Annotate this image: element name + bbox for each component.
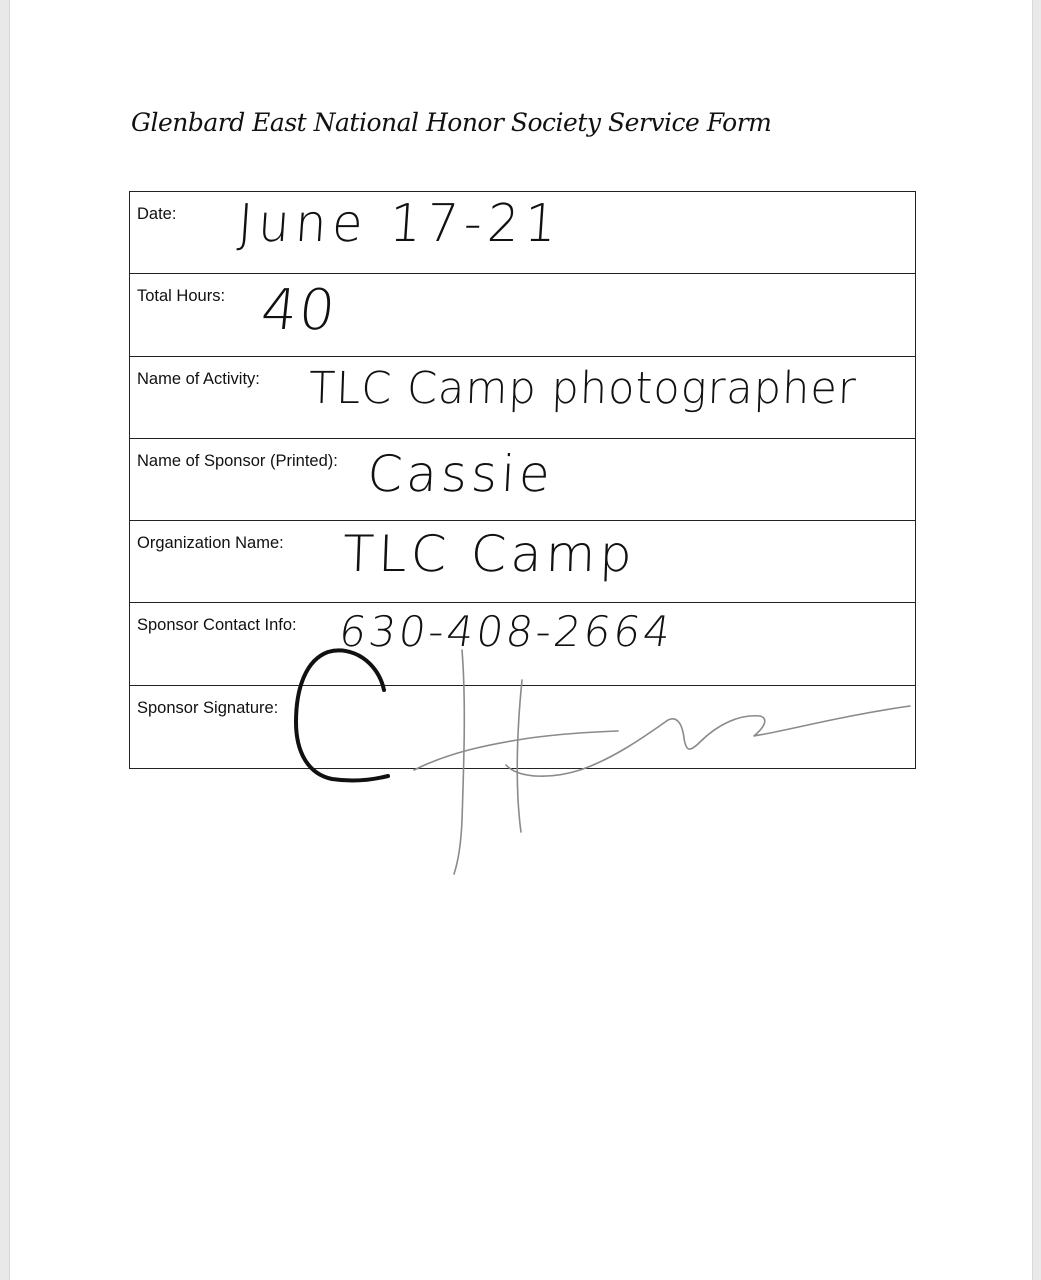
contact-value: 630-408-2664 xyxy=(336,607,677,657)
sponsor-name-label: Name of Sponsor (Printed): xyxy=(137,451,338,470)
date-row xyxy=(130,192,915,274)
form-table xyxy=(129,191,916,769)
total-hours-row xyxy=(130,274,915,356)
form-page xyxy=(9,0,1033,1280)
form-title: Glenbard East National Honor Society Service Form xyxy=(131,108,772,137)
activity-value: TLC Camp photographer xyxy=(308,362,858,414)
date-label: Date: xyxy=(137,205,177,223)
signature-label: Sponsor Signature: xyxy=(137,698,279,717)
organization-row xyxy=(130,521,915,603)
contact-label: Sponsor Contact Info: xyxy=(137,616,297,635)
signature-row xyxy=(130,686,915,768)
organization-value: TLC Camp xyxy=(342,525,638,584)
total-hours-label: Total Hours: xyxy=(137,287,226,306)
organization-label: Organization Name: xyxy=(137,534,284,553)
contact-row xyxy=(130,603,915,685)
activity-label: Name of Activity: xyxy=(137,369,260,388)
sponsor-name-value: Cassie xyxy=(366,444,556,503)
date-value: June 17-21 xyxy=(236,194,564,254)
activity-row xyxy=(130,357,915,439)
total-hours-value: 40 xyxy=(258,278,341,344)
sponsor-name-row xyxy=(130,439,915,521)
